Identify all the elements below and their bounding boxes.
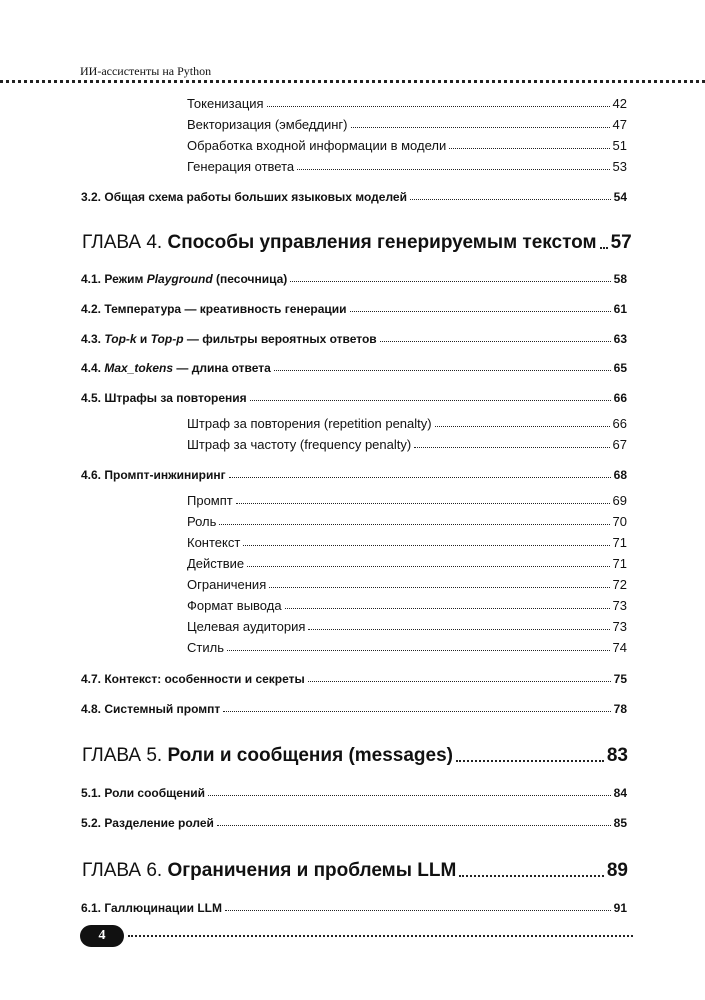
entry-title: Роль xyxy=(187,514,217,529)
toc-entry-repetition-penalty[interactable] xyxy=(187,416,627,431)
dot-leader xyxy=(600,247,608,249)
entry-title: 4.6. Промпт-инжиниринг xyxy=(81,468,226,482)
entry-page: 42 xyxy=(612,96,627,111)
chapter-title: ГЛАВА 4. Способы управления генерируемым текстом xyxy=(82,232,597,253)
toc-entry-tokenization[interactable] xyxy=(187,96,627,111)
dot-leader xyxy=(410,199,611,200)
entry-title: Штраф за повторения (repetition penalty) xyxy=(187,416,432,431)
dot-leader xyxy=(225,910,611,911)
entry-title: Генерация ответа xyxy=(187,159,295,174)
entry-title: Действие xyxy=(187,556,245,571)
running-header: ИИ-ассистенты на Python xyxy=(80,64,212,78)
entry-title: Формат вывода xyxy=(187,598,282,613)
entry-page: 84 xyxy=(613,786,627,800)
dot-leader xyxy=(229,477,611,478)
entry-page: 75 xyxy=(613,672,627,686)
entry-title: 4.2. Температура — креативность генерации xyxy=(81,302,347,316)
entry-page: 71 xyxy=(612,556,627,571)
dot-leader xyxy=(227,650,610,651)
toc-section-3-2[interactable] xyxy=(81,190,627,204)
toc-section-4-2[interactable] xyxy=(81,302,627,316)
entry-title: Контекст xyxy=(187,535,241,550)
toc-entry-answer-generation[interactable] xyxy=(187,159,627,174)
footer-divider xyxy=(128,935,633,937)
dot-leader xyxy=(449,148,609,149)
chapter-prefix: ГЛАВА 5. xyxy=(82,745,163,766)
dot-leader xyxy=(350,311,611,312)
entry-title: 4.5. Штрафы за повторения xyxy=(81,391,247,405)
entry-page: 47 xyxy=(612,117,627,132)
toc-entry-target-audience[interactable] xyxy=(187,619,627,634)
entry-title: 5.1. Роли сообщений xyxy=(81,786,205,800)
toc-entry-context[interactable] xyxy=(187,535,627,550)
dot-leader xyxy=(243,545,609,546)
dot-leader xyxy=(219,524,609,525)
entry-title: 3.2. Общая схема работы больших языковых моделей xyxy=(81,190,407,204)
entry-page: 66 xyxy=(613,391,627,405)
entry-title: Штраф за частоту (frequency penalty) xyxy=(187,437,412,452)
dot-leader xyxy=(435,426,610,427)
toc-section-4-8[interactable] xyxy=(81,702,627,716)
dot-leader xyxy=(459,875,604,877)
entry-page: 53 xyxy=(612,159,627,174)
dot-leader xyxy=(217,825,611,826)
entry-title: Стиль xyxy=(187,640,224,655)
dot-leader xyxy=(208,795,611,796)
entry-page: 67 xyxy=(612,437,627,452)
chapter-prefix: ГЛАВА 4. xyxy=(82,232,163,253)
toc-entry-style[interactable] xyxy=(187,640,627,655)
toc-entry-constraints[interactable] xyxy=(187,577,627,592)
entry-page: 78 xyxy=(613,702,627,716)
entry-page: 57 xyxy=(610,232,632,253)
dot-leader xyxy=(351,127,610,128)
entry-title: Токенизация xyxy=(187,96,264,111)
entry-title: 4.8. Системный промпт xyxy=(81,702,221,716)
entry-title: 4.1. Режим Playground (песочница) xyxy=(81,272,288,286)
toc-section-5-2[interactable] xyxy=(81,816,627,830)
chapter-title: ГЛАВА 5. Роли и сообщения (messages) xyxy=(82,745,453,766)
entry-title: Векторизация (эмбеддинг) xyxy=(187,117,348,132)
entry-page: 85 xyxy=(613,816,627,830)
dot-leader xyxy=(223,711,610,712)
dot-leader xyxy=(274,370,611,371)
toc-section-4-7[interactable] xyxy=(81,672,627,686)
toc-entry-output-format[interactable] xyxy=(187,598,627,613)
dot-leader xyxy=(308,681,611,682)
toc-entry-action[interactable] xyxy=(187,556,627,571)
dot-leader xyxy=(285,608,610,609)
dot-leader xyxy=(290,281,610,282)
entry-page: 69 xyxy=(612,493,627,508)
entry-page: 70 xyxy=(612,514,627,529)
chapter-title: ГЛАВА 6. Ограничения и проблемы LLM xyxy=(82,860,457,881)
entry-page: 63 xyxy=(613,332,627,346)
entry-page: 71 xyxy=(612,535,627,550)
dot-leader xyxy=(297,169,609,170)
entry-page: 58 xyxy=(613,272,627,286)
toc-entry-role[interactable] xyxy=(187,514,627,529)
toc-entry-input-processing[interactable] xyxy=(187,138,627,153)
dot-leader xyxy=(456,760,604,762)
entry-page: 83 xyxy=(606,745,628,766)
toc-section-4-1[interactable] xyxy=(81,272,627,286)
toc-chapter-6[interactable] xyxy=(82,860,628,882)
toc-chapter-4[interactable] xyxy=(82,232,632,254)
dot-leader xyxy=(267,106,610,107)
toc-section-4-4[interactable] xyxy=(81,361,627,375)
dot-leader xyxy=(247,566,609,567)
entry-title: Промпт xyxy=(187,493,233,508)
entry-title: Целевая аудитория xyxy=(187,619,306,634)
dot-leader xyxy=(414,447,609,448)
entry-title: Ограничения xyxy=(187,577,267,592)
toc-section-4-6[interactable] xyxy=(81,468,627,482)
entry-title: Обработка входной информации в модели xyxy=(187,138,447,153)
section-number: 3.2. xyxy=(81,190,102,204)
dot-leader xyxy=(250,400,611,401)
toc-section-4-5[interactable] xyxy=(81,391,627,405)
dot-leader xyxy=(269,587,609,588)
entry-page: 89 xyxy=(606,860,628,881)
header-divider xyxy=(0,80,705,83)
toc-chapter-5[interactable] xyxy=(82,745,628,767)
dot-leader xyxy=(380,341,611,342)
entry-page: 73 xyxy=(612,598,627,613)
toc-section-5-1[interactable] xyxy=(81,786,627,800)
entry-title: 5.2. Разделение ролей xyxy=(81,816,214,830)
toc-entry-frequency-penalty[interactable] xyxy=(187,437,627,452)
entry-page: 54 xyxy=(613,190,627,204)
page-number-badge: 4 xyxy=(80,925,124,947)
toc-entry-vectorization[interactable] xyxy=(187,117,627,132)
entry-title: 4.4. Max_tokens — длина ответа xyxy=(81,361,271,375)
entry-page: 68 xyxy=(613,468,627,482)
toc-section-6-1[interactable] xyxy=(81,901,627,915)
dot-leader xyxy=(236,503,610,504)
entry-page: 72 xyxy=(612,577,627,592)
toc-section-4-3[interactable] xyxy=(81,332,627,346)
entry-page: 73 xyxy=(612,619,627,634)
dot-leader xyxy=(308,629,609,630)
entry-page: 65 xyxy=(613,361,627,375)
entry-page: 91 xyxy=(613,901,627,915)
entry-title: 6.1. Галлюцинации LLM xyxy=(81,901,222,915)
toc-entry-prompt[interactable] xyxy=(187,493,627,508)
entry-page: 61 xyxy=(613,302,627,316)
entry-title: 4.3. Top-k и Top-p — фильтры вероятных ответов xyxy=(81,332,377,346)
entry-page: 66 xyxy=(612,416,627,431)
entry-title: 4.7. Контекст: особенности и секреты xyxy=(81,672,305,686)
entry-page: 74 xyxy=(612,640,627,655)
entry-page: 51 xyxy=(612,138,627,153)
chapter-prefix: ГЛАВА 6. xyxy=(82,860,163,881)
